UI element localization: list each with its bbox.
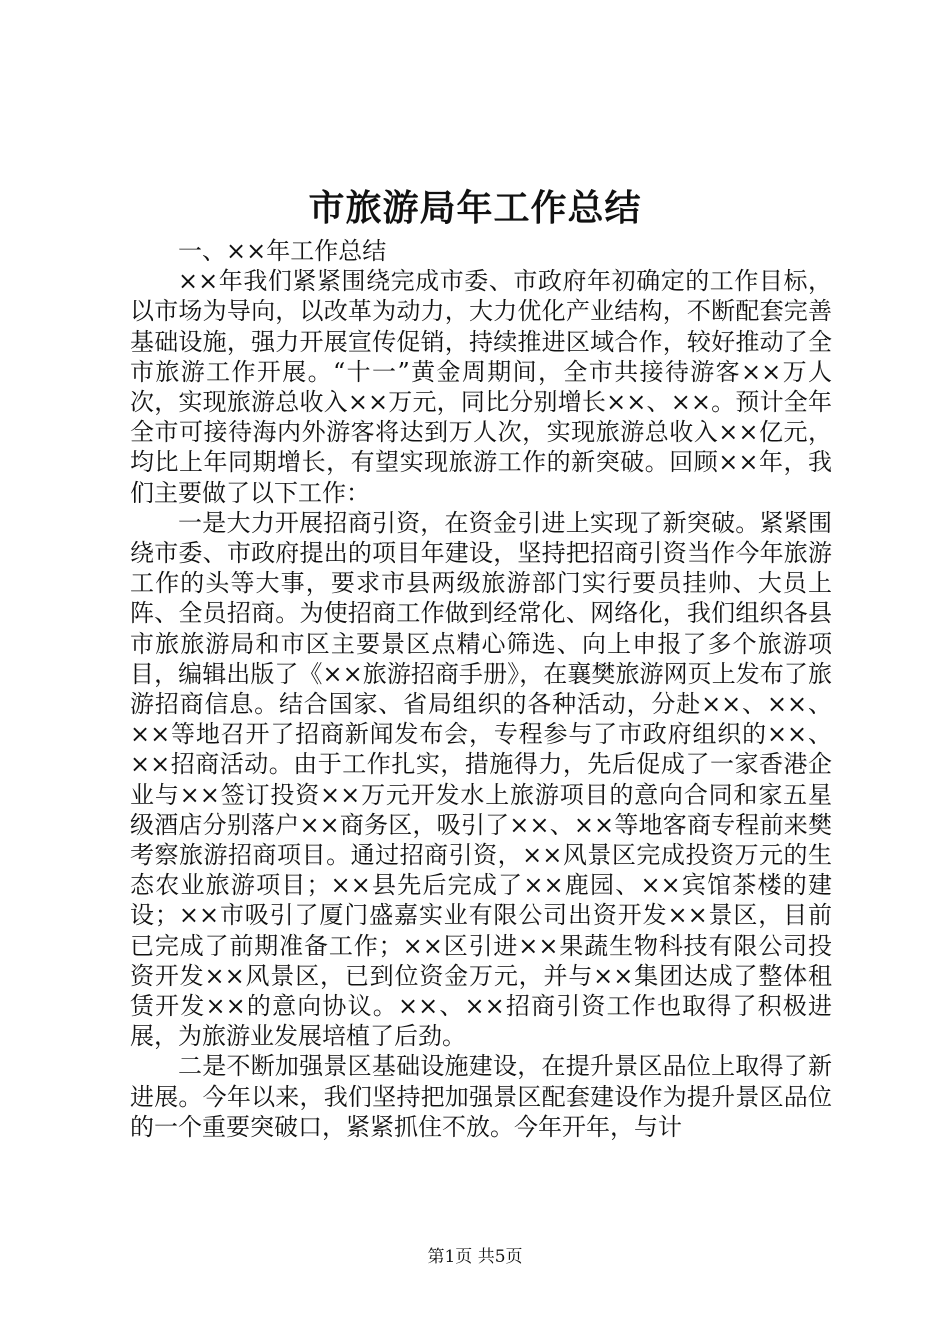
section-heading: 一、××年工作总结 [178,237,387,265]
paragraph-infrastructure: 二是不断加强景区基础设施建设，在提升景区品位上取得了新进展。今年以来，我们坚持把加强景区配套建设作为提升景区品位的一个重要突破口，紧紧抓住不放。今年开年，与计 [130,1052,832,1141]
document-body [130,236,832,1142]
paragraph-investment: 一是大力开展招商引资，在资金引进上实现了新突破。紧紧围绕市委、市政府提出的项目年建设，坚持把招商引资当作今年旅游工作的头等大事，要求市县两级旅游部门实行要员挂帅、大员上阵、全员招商。为使招商工作做到经常化、网络化，我们组织各县市旅旅游局和市区主要景区点精心筛选、向上申报了多个旅游项目，编辑出版了《××旅游招商手册》，在襄樊旅游网页上发布了旅游招商信息。结合国家、省局组织的各种活动，分赴××、××、××等地召开了招商新闻发布会，专程参与了市政府组织的××、××招商活动。由于工作扎实，措施得力，先后促成了一家香港企业与××签订投资××万元开发水上旅游项目的意向合同和家五星级酒店分别落户××商务区，吸引了××、××等地客商专程前来樊考察旅游招商项目。通过招商引资，××风景区完成投资万元的生态农业旅游项目；××县先后完成了××鹿园、××宾馆茶楼的建设；××市吸引了厦门盛嘉实业有限公司出资开发××景区，目前已完成了前期准备工作；××区引进××果蔬生物科技有限公司投资开发××风景区，已到位资金万元，并与××集团达成了整体租赁开发××的意向协议。××、××招商引资工作也取得了积极进展，为旅游业发展培植了后劲。 [130,508,832,1051]
page-footer: 第1页 共5页 [427,1247,523,1267]
document-title: 市旅游局年工作总结 [308,187,642,229]
paragraph-overview: ××年我们紧紧围绕完成市委、市政府年初确定的工作目标，以市场为导向，以改革为动力，大力优化产业结构，不断配套完善基础设施，强力开展宣传促销，持续推进区域合作，较好推动了全市旅游工作开展。“十一”黄金周期间，全市共接待游客××万人次，实现旅游总收入××万元，同比分别增长××、××。预计全年全市可接待海内外游客将达到万人次，实现旅游总收入××亿元，均比上年同期增长，有望实现旅游工作的新突破。回顾××年，我们主要做了以下工作： [130,267,832,507]
